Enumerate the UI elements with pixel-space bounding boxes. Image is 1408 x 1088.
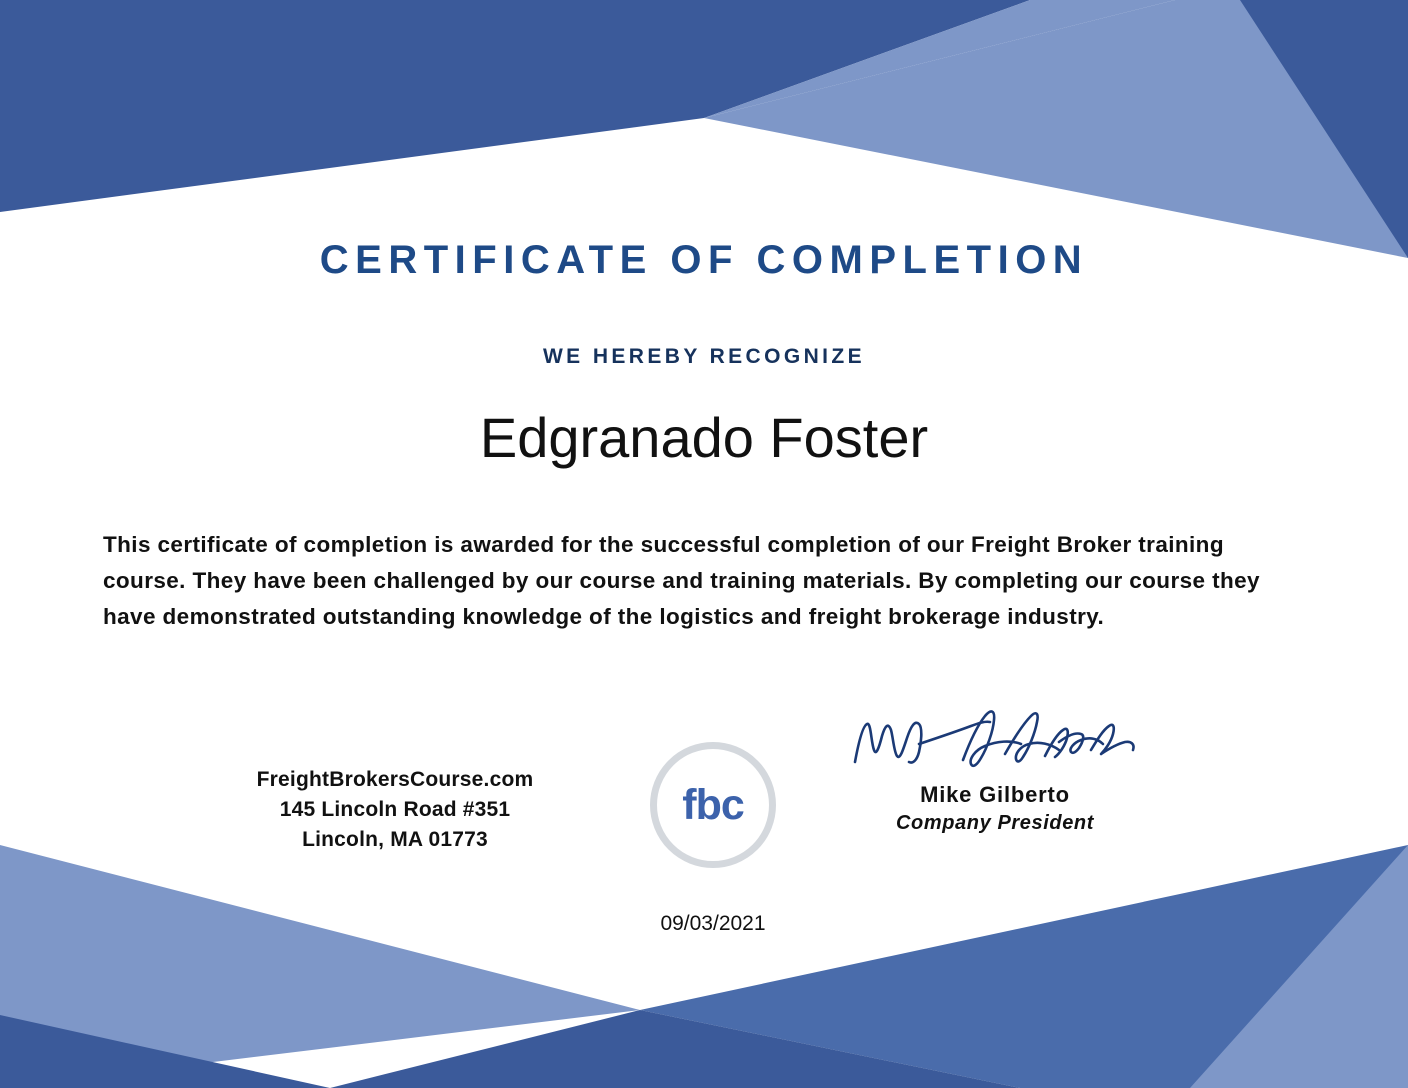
organization-address [120, 765, 670, 855]
signer-name: Mike Gilberto [920, 782, 1070, 807]
page-title: CERTIFICATE OF COMPLETION [319, 238, 1089, 282]
signature-block [830, 700, 1160, 835]
signer-role: Company President [895, 812, 1095, 834]
logo-text: fbc [682, 780, 744, 829]
handwritten-signature-icon [845, 700, 1145, 780]
recipient-name: Edgranado Foster [479, 406, 929, 469]
issue-date: 09/03/2021 [660, 912, 766, 935]
organization-address-line1: 145 Lincoln Road #351 [279, 798, 511, 821]
organization-address-line2: Lincoln, MA 01773 [302, 828, 488, 851]
recognition-subtitle: WE HEREBY RECOGNIZE [542, 345, 866, 368]
certificate-body-text: This certificate of completion is awarded for the successful completion of our Freight Broker training course. They have been challenged by our course and training materials. By completing our course they have demonstrated outstanding knowledge of the logistics and freight brokerage industry. [103, 532, 1260, 629]
organization-website: FreightBrokersCourse.com [256, 768, 534, 791]
fbc-logo-icon [650, 742, 776, 868]
